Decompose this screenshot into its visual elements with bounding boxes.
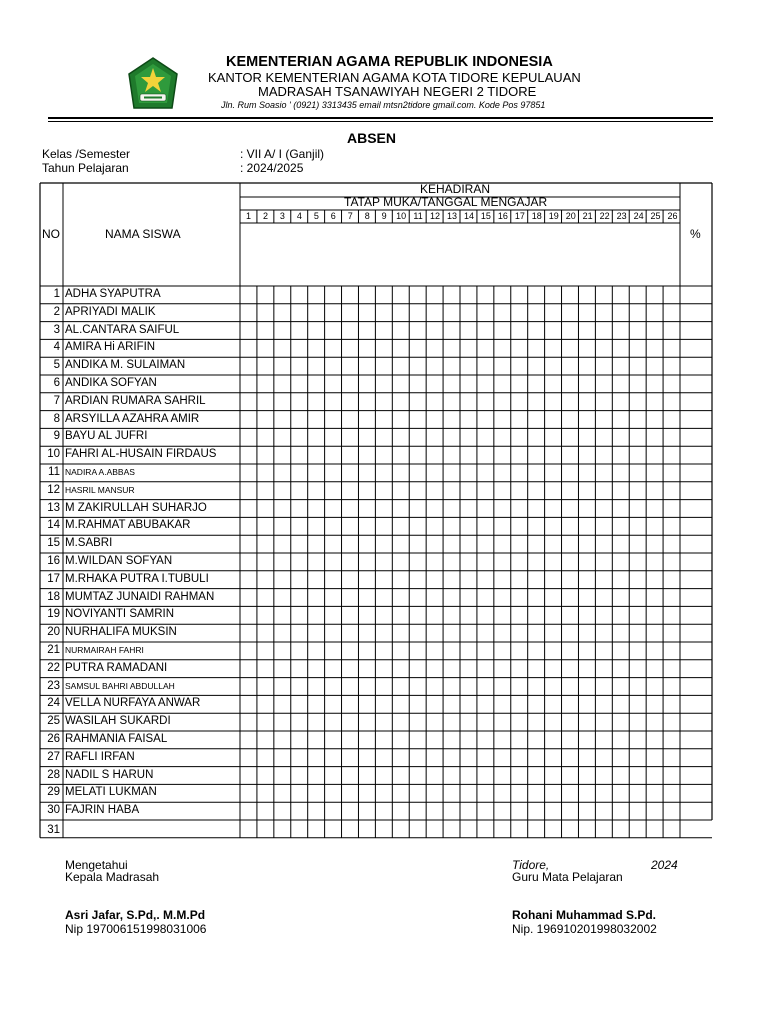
day-number: 4	[296, 211, 302, 221]
student-number: 22	[47, 661, 60, 674]
student-name: ARSYILLA AZAHRA AMIR	[65, 412, 200, 425]
student-name: HASRIL MANSUR	[65, 484, 135, 495]
student-number: 2	[53, 305, 60, 318]
principal-name: Asri Jafar, S.Pd,. M.M.Pd	[65, 908, 206, 922]
student-name: M.RAHMAT ABUBAKAR	[65, 519, 191, 532]
class-value: : VII A/ I (Ganjil)	[240, 147, 325, 161]
student-name: NADIL S HARUN	[65, 768, 154, 781]
day-number: 7	[347, 211, 353, 221]
class-label: Kelas /Semester	[42, 147, 131, 161]
student-name: BAYU AL JUFRI	[65, 430, 148, 443]
year-value: : 2024/2025	[240, 161, 304, 175]
acknowledged-label: Mengetahui	[65, 858, 128, 872]
student-number: 30	[47, 804, 60, 817]
name-header: NAMA SISWA	[105, 227, 181, 241]
day-number: 8	[364, 211, 370, 221]
day-number: 10	[396, 211, 407, 221]
student-number: 16	[47, 555, 60, 567]
student-number: 10	[47, 448, 60, 461]
day-number: 11	[413, 211, 423, 221]
student-name: VELLA NURFAYA ANWAR	[65, 697, 201, 710]
year-label: Tahun Pelajaran	[42, 161, 129, 175]
office-title: KANTOR KEMENTERIAN AGAMA KOTA TIDORE KEPULAUAN	[208, 70, 581, 85]
student-number: 7	[53, 394, 60, 407]
student-number: 11	[48, 466, 60, 478]
day-number: 18	[531, 211, 542, 221]
student-name: PUTRA RAMADANI	[65, 661, 168, 674]
student-name: NURHALIFA MUKSIN	[65, 626, 177, 639]
student-name: M.RHAKA PUTRA I.TUBULI	[65, 572, 209, 585]
student-number: 27	[47, 750, 60, 763]
student-number: 18	[47, 590, 60, 603]
teacher-nip: Nip. 196910201998032002	[512, 922, 657, 936]
student-number: 20	[47, 626, 60, 639]
day-number: 21	[582, 211, 593, 221]
student-name: ANDIKA M. SULAIMAN	[65, 359, 186, 372]
day-number: 24	[633, 211, 644, 221]
student-name: MUMTAZ JUNAIDI RAHMAN	[65, 590, 215, 603]
student-name: M ZAKIRULLAH SUHARJO	[65, 501, 207, 514]
student-name: WASILAH SUKARDI	[65, 715, 171, 728]
no-header: NO	[42, 227, 60, 241]
student-number: 15	[47, 537, 60, 550]
student-name: NOVIYANTI SAMRIN	[65, 608, 175, 621]
student-number: 31	[47, 824, 60, 836]
day-number: 16	[497, 211, 508, 221]
student-number: 26	[47, 733, 60, 745]
student-name: M.SABRI	[65, 537, 113, 550]
student-number: 25	[47, 715, 60, 728]
day-number: 14	[463, 211, 474, 221]
student-number: 13	[47, 501, 60, 514]
student-name: AMIRA Hi ARIFIN	[65, 341, 156, 354]
day-number: 9	[381, 211, 387, 221]
teacher-role: Guru Mata Pelajaran	[512, 870, 623, 884]
day-number: 2	[262, 211, 268, 221]
day-number: 20	[565, 211, 576, 221]
student-number: 29	[47, 786, 60, 799]
student-name: AL.CANTARA SAIFUL	[65, 323, 180, 336]
student-number: 1	[53, 288, 60, 300]
student-number: 9	[53, 430, 60, 443]
student-name: NADIRA A.ABBAS	[65, 467, 135, 477]
student-number: 19	[47, 608, 60, 621]
attendance-header: KEHADIRAN	[420, 182, 491, 196]
student-number: 8	[53, 412, 60, 425]
day-number: 17	[514, 211, 525, 221]
day-number: 19	[548, 211, 559, 221]
student-number: 14	[47, 519, 60, 532]
principal-role: Kepala Madrasah	[65, 870, 160, 884]
student-number: 17	[47, 572, 60, 585]
student-name: MELATI LUKMAN	[65, 786, 157, 799]
day-number: 3	[279, 211, 285, 221]
place-label: Tidore,	[512, 858, 550, 872]
student-number: 5	[53, 359, 60, 372]
student-number: 21	[47, 644, 60, 656]
student-name: ADHA SYAPUTRA	[65, 288, 161, 300]
student-number: 23	[47, 679, 60, 692]
day-number: 26	[667, 211, 678, 221]
student-number: 28	[47, 768, 60, 781]
student-number: 3	[53, 323, 60, 336]
day-number: 22	[599, 211, 610, 221]
day-number: 15	[480, 211, 491, 221]
student-name: ANDIKA SOFYAN	[65, 377, 157, 389]
student-name: FAJRIN HABA	[65, 804, 140, 817]
page-title: ABSEN	[347, 130, 397, 146]
student-name: NURMAIRAH FAHRI	[65, 645, 144, 655]
meeting-header: TATAP MUKA/TANGGAL MENGAJAR	[344, 195, 548, 209]
day-number: 25	[650, 211, 661, 221]
student-name: RAFLI IRFAN	[65, 750, 135, 763]
student-number: 24	[47, 697, 60, 710]
student-name: M.WILDAN SOFYAN	[65, 555, 173, 567]
student-number: 4	[53, 341, 60, 354]
day-number: 6	[330, 211, 336, 221]
student-name: APRIYADI MALIK	[65, 305, 156, 318]
student-name: SAMSUL BAHRI ABDULLAH	[65, 680, 175, 691]
percent-header: %	[690, 227, 701, 241]
year-label-sign: 2024	[651, 858, 678, 872]
student-name: FAHRI AL-HUSAIN FIRDAUS	[65, 448, 217, 461]
school-address: Jln. Rum Soasio ' (0921) 3313435 email mtsn2tidore gmail.com. Kode Pos 97851	[221, 100, 546, 110]
day-number: 1	[245, 211, 251, 221]
day-number: 23	[616, 211, 627, 221]
student-number: 6	[53, 377, 60, 389]
teacher-name: Rohani Muhammad S.Pd.	[512, 908, 657, 922]
day-number: 13	[447, 211, 458, 221]
student-name: RAHMANIA FAISAL	[65, 733, 168, 745]
student-name: ARDIAN RUMARA SAHRIL	[65, 394, 206, 407]
principal-nip: Nip 197006151998031006	[65, 922, 207, 936]
day-number: 12	[430, 211, 441, 221]
student-number: 12	[47, 483, 60, 496]
day-number: 5	[313, 211, 319, 221]
ministry-title: KEMENTERIAN AGAMA REPUBLIK INDONESIA	[226, 54, 553, 70]
school-title: MADRASAH TSANAWIYAH NEGERI 2 TIDORE	[258, 84, 537, 99]
